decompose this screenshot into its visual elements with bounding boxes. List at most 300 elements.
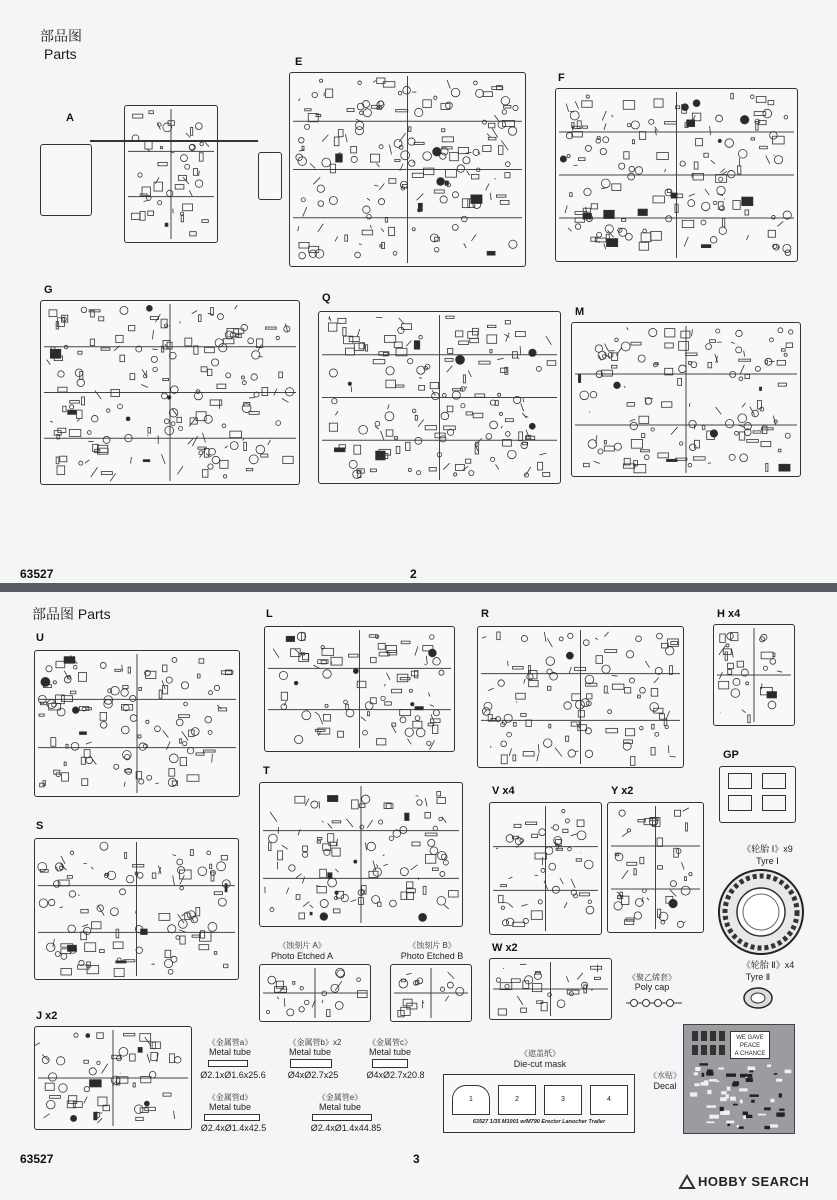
sprue-part (335, 411, 338, 415)
sprue-part (434, 190, 444, 193)
sprue-part (191, 728, 199, 736)
decal-marking (785, 1070, 792, 1074)
sprue-part (448, 348, 453, 353)
sprue-part (401, 1007, 410, 1015)
sprue-part (35, 1043, 40, 1046)
sprue-part (578, 158, 585, 161)
sprue-part (79, 673, 87, 682)
parts-heading-cn: 部品图 (40, 28, 82, 44)
sprue-part (349, 654, 359, 657)
sprue-part (365, 702, 373, 710)
sprue-part (70, 851, 73, 854)
sprue-part (523, 398, 524, 402)
sprue-q (318, 311, 561, 484)
sprue-part (500, 200, 509, 204)
sprue-part (381, 228, 384, 232)
sprue-part (586, 906, 594, 914)
sprue-part (505, 984, 509, 988)
sprue-part (357, 329, 359, 336)
sprue-label-j: J x2 (36, 1010, 58, 1022)
sprue-part (345, 235, 348, 241)
sprue-part (644, 455, 649, 460)
sprue-part (487, 251, 495, 255)
sprue-part (625, 729, 634, 736)
sprue-part (588, 900, 591, 903)
sprue-part (577, 121, 581, 129)
sprue-part (572, 694, 581, 701)
sprue-part (768, 230, 775, 237)
sprue-part (595, 638, 598, 640)
sprue-part (490, 350, 492, 353)
sprue-part (320, 79, 323, 82)
sprue-part (727, 633, 734, 640)
sprue-part (468, 370, 471, 377)
sprue-part (298, 226, 299, 231)
sprue-part (81, 932, 87, 940)
sprue-part (513, 105, 518, 110)
sprue-part (86, 1034, 90, 1038)
sprue-part (103, 436, 110, 443)
sprue-part (760, 637, 765, 642)
sprue-part (768, 701, 776, 709)
sprue-part (557, 1000, 565, 1008)
sprue-part (408, 358, 413, 363)
sprue-part (418, 420, 424, 427)
sprue-part (279, 372, 283, 378)
sprue-part (777, 360, 785, 365)
sprue-part (388, 404, 390, 409)
sprue-v (489, 802, 602, 935)
sprue-part (462, 199, 469, 208)
sprue-part (258, 356, 263, 357)
sprue-part (649, 328, 657, 336)
sprue-part (266, 327, 277, 329)
sprue-part (536, 366, 541, 371)
sprue-part (270, 812, 277, 822)
sprue-part (601, 370, 612, 376)
poly-cap-icon (624, 996, 684, 1010)
sprue-part (140, 212, 145, 221)
metal-tube-c (372, 1059, 408, 1068)
sprue-part (448, 972, 455, 979)
sprue-part (400, 678, 410, 680)
sprue-part (70, 405, 74, 409)
sprue-part (631, 439, 642, 448)
sprue-part (244, 442, 247, 450)
sprue-part (630, 422, 637, 429)
sprue-part (415, 108, 423, 116)
hobby-search-logo-icon (678, 1174, 696, 1190)
sprue-part (499, 412, 502, 415)
sprue-part (621, 342, 630, 351)
sprue-part (596, 656, 603, 664)
sprue-a-cab-part (40, 144, 92, 216)
sprue-part (187, 775, 199, 781)
sprue-part (430, 382, 438, 388)
sprue-part (281, 704, 287, 710)
sprue-part (367, 198, 370, 200)
sprue-part (223, 339, 234, 344)
sprue-part (604, 686, 607, 693)
sprue-part (482, 636, 486, 638)
sprue-part (332, 848, 340, 856)
sprue-part (385, 702, 392, 705)
sprue-part (317, 841, 320, 843)
sprue-part (645, 661, 649, 667)
sprue-part (513, 922, 525, 926)
tyre-1-icon (716, 867, 806, 957)
sprue-part (63, 406, 66, 412)
sprue-a-side-part (258, 152, 282, 200)
sprue-part (299, 242, 309, 248)
sprue-part (399, 133, 405, 142)
sprue-part (784, 115, 788, 119)
sprue-part (322, 821, 323, 822)
sprue-part (104, 696, 113, 705)
sprue-part (141, 929, 148, 934)
photo-etched-a-label-en: Photo Etched A (270, 951, 334, 961)
sprue-part (81, 757, 85, 764)
sprue-part (343, 327, 346, 335)
sprue-part (442, 393, 446, 397)
sprue-part (69, 891, 75, 897)
sprue-part (568, 750, 575, 757)
sprue-part (199, 153, 203, 161)
sprue-part (739, 432, 745, 440)
decal-marking (690, 1092, 697, 1096)
sprue-part (521, 713, 526, 716)
decal-marking (692, 1045, 698, 1055)
sprue-part (731, 648, 733, 657)
sprue-part (686, 353, 697, 356)
sprue-part (165, 426, 174, 435)
decal-marking (774, 1073, 778, 1075)
sprue-part (317, 185, 324, 192)
decal-marking (726, 1073, 736, 1076)
sprue-part (299, 913, 305, 919)
sprue-part (182, 741, 186, 745)
sprue-parts-art (478, 627, 683, 767)
sprue-part (577, 973, 583, 980)
sprue-part (46, 943, 55, 952)
sprue-part (429, 649, 437, 657)
sprue-part (411, 703, 414, 706)
sprue-parts-art (260, 965, 370, 1021)
sprue-part (447, 406, 453, 412)
decal-marking (710, 1031, 716, 1041)
sprue-part (427, 741, 431, 745)
sprue-part (401, 151, 410, 160)
sprue-part (738, 149, 747, 158)
sprue-part (560, 878, 563, 884)
sprue-part (90, 339, 94, 345)
sprue-part (269, 834, 278, 843)
sprue-part (640, 857, 644, 863)
sprue-part (171, 422, 175, 426)
sprue-part (332, 399, 337, 404)
sprue-part (685, 823, 687, 831)
sprue-part (344, 336, 353, 344)
sprue-part (583, 640, 589, 646)
sprue-part (183, 204, 193, 211)
sprue-part (765, 360, 767, 363)
sprue-part (433, 658, 441, 666)
sprue-part (469, 471, 474, 476)
sprue-part (146, 305, 152, 311)
sprue-part (377, 78, 385, 84)
sprue-part (667, 639, 678, 646)
photo-etched-a-label-cn: 《蚀刻片 A》 (278, 941, 326, 950)
sprue-part (505, 432, 510, 437)
sprue-part (505, 419, 513, 422)
sprue-part (335, 1002, 343, 1010)
sprue-part (380, 245, 382, 247)
sprue-part (781, 349, 785, 351)
sprue-part (740, 454, 748, 462)
sprue-part (370, 469, 376, 472)
sprue-part (208, 730, 212, 734)
sprue-part (86, 757, 93, 764)
sprue-g (40, 300, 300, 485)
decal-marking (727, 1087, 731, 1091)
sprue-part (731, 689, 740, 698)
sprue-label-gp: GP (723, 749, 739, 761)
sprue-part (585, 675, 594, 684)
sprue-part (401, 892, 407, 899)
sprue-part (604, 441, 606, 444)
sprue-part (720, 206, 725, 211)
sprue-part (286, 636, 294, 641)
sprue-part (428, 839, 435, 846)
sprue-part (650, 703, 659, 712)
sprue-part (251, 374, 257, 380)
sprue-part (64, 762, 66, 765)
sprue-part (777, 221, 783, 226)
photo-etched-a (259, 964, 371, 1022)
sprue-part (320, 899, 328, 907)
sprue-part (217, 314, 223, 320)
sprue-part (128, 667, 130, 673)
sprue-part (406, 973, 411, 974)
sprue-part (433, 826, 437, 830)
sprue-part (205, 716, 212, 723)
sprue-part (376, 865, 378, 867)
sprue-part (176, 719, 183, 726)
sprue-part (682, 862, 685, 869)
decal-marking (767, 1064, 771, 1067)
mask-box: 3 (544, 1085, 582, 1115)
sprue-part (328, 823, 333, 828)
sprue-part (379, 183, 384, 189)
sprue-parts-art (714, 625, 794, 725)
sprue-part (433, 725, 438, 733)
sprue-part (499, 895, 503, 902)
sprue-part (305, 124, 310, 129)
sprue-part (384, 684, 385, 686)
sprue-part (671, 427, 678, 435)
sprue-part (679, 365, 687, 373)
sprue-u (34, 650, 240, 797)
sprue-part (501, 426, 502, 428)
sprue-part (53, 939, 55, 947)
sprue-part (415, 437, 422, 444)
sprue-part (544, 632, 546, 642)
sprue-part (375, 421, 380, 426)
sprue-part (322, 135, 328, 142)
sprue-part (373, 359, 385, 363)
sprue-part (172, 855, 176, 856)
sprue-part (331, 657, 342, 665)
sprue-label-e: E (295, 56, 303, 68)
sprue-part (277, 997, 279, 999)
sprue-part (62, 773, 69, 781)
sprue-part (490, 457, 494, 461)
decal-marking (702, 1073, 705, 1077)
sprue-part (638, 355, 645, 362)
decal-slogan-line: PEACE (739, 1043, 761, 1049)
sprue-part (735, 431, 739, 435)
sprue-part (560, 156, 566, 162)
sprue-part (671, 193, 677, 198)
sprue-part (118, 404, 123, 409)
sprue-part (600, 148, 606, 154)
sprue-part (521, 904, 527, 906)
sprue-part (765, 358, 772, 365)
sprue-part (425, 798, 427, 807)
decal-markings (684, 1025, 794, 1133)
sprue-part (744, 351, 745, 357)
sprue-part (539, 829, 546, 836)
sprue-part (430, 635, 434, 639)
sprue-part (607, 239, 618, 247)
sprue-part (379, 820, 383, 824)
sprue-part (679, 442, 682, 445)
sprue-part (452, 391, 460, 399)
sprue-part (283, 456, 293, 463)
sprue-part (546, 657, 555, 666)
sprue-part (454, 473, 457, 476)
sprue-part (579, 893, 589, 896)
sprue-part (214, 685, 219, 690)
sprue-part (763, 666, 767, 670)
sprue-part (639, 416, 649, 423)
sprue-part (335, 236, 338, 241)
sprue-part (442, 129, 445, 132)
sprue-part (367, 214, 372, 219)
sprue-part (137, 872, 143, 878)
sprue-part (737, 661, 743, 667)
metal-tube-e-label-cn: 《金属管e》 (317, 1093, 363, 1102)
sprue-part (409, 160, 415, 166)
sprue-part (770, 132, 778, 140)
sprue-part (693, 457, 705, 460)
decal-marking (779, 1093, 782, 1097)
sprue-part (120, 889, 126, 895)
sprue-part (430, 705, 434, 707)
sprue-part (568, 847, 572, 851)
sprue-part (396, 446, 400, 453)
sprue-part (310, 912, 312, 915)
decal-marking (692, 1031, 698, 1041)
decal-marking (701, 1045, 707, 1055)
sprue-label-v: V x4 (492, 785, 515, 797)
sprue-part (462, 216, 468, 222)
sprue-part (463, 375, 465, 383)
sprue-part (92, 415, 99, 422)
sprue-part (627, 328, 629, 330)
sprue-part (230, 442, 238, 450)
sprue-part (50, 1096, 61, 1099)
sprue-part (91, 867, 93, 870)
sprue-part (211, 359, 218, 366)
sprue-part (761, 652, 773, 659)
sprue-part (508, 661, 509, 666)
sprue-part (671, 642, 678, 645)
sprue-part (612, 675, 618, 676)
sprue-part (640, 687, 646, 693)
sprue-part (318, 201, 324, 207)
sprue-part (606, 728, 618, 732)
sprue-part (194, 392, 202, 400)
sprue-part (81, 397, 84, 405)
sprue-part (319, 715, 323, 724)
sprue-part (327, 796, 337, 802)
sprue-part (378, 199, 384, 205)
sprue-part (400, 826, 407, 833)
sprue-part (747, 440, 759, 443)
sprue-part (301, 198, 305, 202)
mask-box: 4 (590, 1085, 628, 1115)
sprue-part (508, 903, 513, 908)
sprue-part (199, 171, 200, 176)
sprue-part (681, 886, 690, 895)
sprue-part (366, 345, 368, 351)
sprue-part (443, 860, 448, 865)
sprue-parts-art (35, 651, 239, 796)
sprue-part (74, 1033, 78, 1037)
sprue-part (508, 450, 516, 458)
sprue-part (746, 682, 749, 685)
sprue-part (362, 230, 373, 235)
sprue-part (169, 754, 178, 763)
sprue-part (46, 1100, 55, 1109)
sprue-part (538, 744, 539, 753)
sprue-part (483, 146, 491, 152)
sprue-part (479, 361, 490, 364)
sprue-part (654, 99, 663, 107)
sprue-part (666, 647, 674, 655)
decal-marking (719, 1045, 725, 1055)
decal-marking (720, 1097, 727, 1101)
sprue-part (196, 907, 200, 915)
sprue-part (440, 987, 444, 991)
sprue-part (588, 440, 597, 449)
sprue-part (728, 170, 735, 177)
sprue-part (394, 342, 402, 347)
sprue-part (409, 689, 412, 692)
sprue-part (199, 945, 209, 950)
sprue-part (221, 671, 233, 674)
sprue-part (403, 999, 412, 1006)
sprue-part (430, 847, 438, 855)
sprue-part (190, 850, 193, 856)
sprue-part (224, 964, 228, 968)
sprue-part (585, 750, 592, 757)
sprue-part (675, 810, 681, 816)
sprue-part (243, 439, 244, 441)
sprue-part (710, 340, 716, 343)
sprue-part (381, 431, 384, 440)
